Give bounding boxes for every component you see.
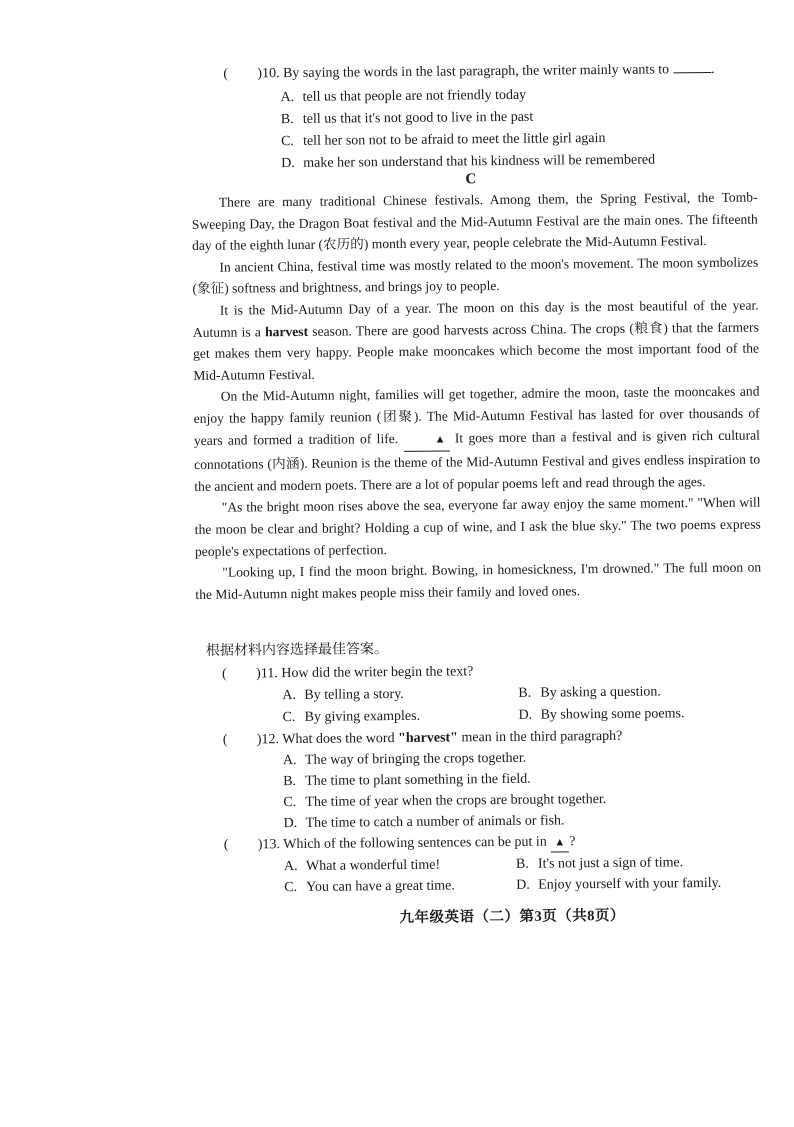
q10-option-d: [281, 152, 655, 174]
option-text: tell her son not to be afraid to meet the little girl again: [302, 130, 606, 149]
option-letter: D.: [283, 815, 298, 832]
option-text: By asking a question.: [540, 684, 661, 701]
option-text: The time of year when the crops are brought together.: [305, 792, 607, 810]
blank-triangle-marker: ▲: [403, 429, 449, 452]
q13-option-c: [284, 877, 455, 897]
option-text: It's not just a sign of time.: [537, 855, 684, 872]
answer-paren-close: ): [257, 837, 263, 853]
answer-paren-open: (: [222, 732, 228, 748]
answer-paren-close: ): [257, 66, 263, 82]
answer-paren-close: ): [256, 666, 261, 682]
q12-option-b: [283, 771, 531, 791]
q11-option-b: [518, 683, 661, 702]
option-letter: B.: [515, 856, 529, 872]
page-footer: 九年级英语（二）第3页（共8页）: [399, 907, 626, 926]
answer-paren-open: (: [222, 666, 227, 682]
option-letter: C.: [282, 709, 296, 726]
option-letter: C.: [283, 794, 297, 811]
passage-paragraph-2: In ancient China, festival time was mostly related to the moon's movement. The moon symbolizes (象征) softness and brightness, and brings joy to people.: [192, 254, 759, 297]
highlighted-word: "harvest": [397, 730, 459, 747]
answer-paren-close: ): [256, 732, 262, 748]
q12-option-d: [284, 812, 565, 833]
question-text: What does the word: [282, 731, 395, 748]
option-letter: A.: [283, 858, 298, 875]
option-text: The time to plant something in the field.: [305, 771, 531, 789]
paragraph-text: On the Mid-Autumn night, families will get together, admire the moon, taste the mooncakes and enjoy the happy family reunion (团聚). The Mid-Autumn Festival has lasted for over thousands of years and formed a tradition of life.: [193, 383, 760, 448]
q13-option-d: [516, 875, 721, 895]
q10-option-a: [281, 87, 527, 107]
paragraph-text: It is the Mid-Autumn Day of a year. The moon on this day is the most beautiful of the year. Autumn is a: [192, 297, 759, 340]
option-text: Enjoy yourself with your family.: [538, 875, 722, 893]
passage-paragraph-3: [193, 294, 760, 386]
option-text: By telling a story.: [304, 686, 404, 703]
answer-paren-open: (: [223, 837, 229, 853]
option-text: tell us that it's not good to live in the past: [302, 109, 534, 127]
option-letter: A.: [280, 89, 295, 106]
q10-option-c: [281, 130, 606, 151]
section-heading: C: [465, 171, 477, 188]
q12-option-a: [283, 750, 526, 770]
question-end: ?: [569, 834, 576, 850]
option-letter: B.: [518, 685, 532, 701]
option-letter: D.: [281, 155, 295, 172]
option-text: The time to catch a number of animals or fish.: [305, 813, 565, 831]
option-letter: C.: [284, 879, 298, 896]
paragraph-text: season. There are good harvests across China. The crops (粮食) that the farmers get makes them very happy. People make mooncakes which become the most important food of the Mid-Autumn Festival.: [193, 319, 760, 383]
question-10-stem: [223, 61, 714, 84]
question-12-stem: [223, 728, 623, 750]
question-text: Which of the following sentences can be put in: [283, 834, 547, 853]
question-13-stem: [224, 833, 576, 855]
option-text: By showing some poems.: [540, 706, 685, 723]
question-number: 11.: [260, 666, 278, 682]
question-text: mean in the third paragraph?: [461, 728, 623, 746]
answer-blank: [673, 72, 711, 73]
option-letter: C.: [280, 133, 294, 150]
option-text: By giving examples.: [304, 708, 421, 725]
option-text: What a wonderful time!: [305, 857, 441, 874]
option-letter: D.: [516, 877, 530, 893]
option-text: You can have a great time.: [306, 878, 455, 895]
answer-paren-open: (: [223, 66, 229, 82]
instruction-text: 根据材料内容选择最佳答案。: [205, 642, 388, 659]
q13-option-b: [516, 854, 683, 874]
question-text: By saying the words in the last paragraph, the writer mainly wants to: [282, 62, 670, 82]
q12-option-c: [283, 791, 606, 812]
question-text: How did the writer begin the text?: [281, 664, 474, 682]
q10-option-b: [281, 109, 534, 129]
q11-option-d: [518, 705, 684, 725]
question-number: 13.: [262, 837, 281, 853]
passage-paragraph-1: There are many traditional Chinese festivals. Among them, the Spring Festival, the Tomb-Sweeping Day, the Dragon Boat festival and the Mid-Autumn Festival are the main ones. The fifteenth day of the eighth lunar (农历的) month every year, people celebrate the Mid-Autumn Festival.: [191, 189, 758, 254]
option-letter: B.: [280, 111, 294, 128]
q11-option-c: [282, 708, 420, 727]
question-number: 10.: [261, 66, 280, 82]
question-11-stem: [222, 663, 473, 683]
option-text: make her son understand that his kindness will be remembered: [303, 152, 656, 171]
question-end: .: [711, 61, 715, 77]
option-letter: D.: [518, 707, 533, 723]
question-number: 12.: [261, 732, 280, 748]
q11-option-a: [282, 686, 404, 705]
highlighted-word: harvest: [264, 323, 309, 339]
passage-paragraph-5: "As the bright moon rises above the sea, everyone far away enjoy the same moment." "When will the moon be clear and bright? Holding a cup of wine, and I ask the blue sky." The two poems express people's expectations of perfection.: [194, 494, 761, 559]
q13-option-a: [284, 857, 440, 876]
reading-passage: [192, 187, 762, 606]
option-letter: A.: [282, 752, 297, 769]
option-letter: A.: [282, 687, 297, 704]
blank-triangle-marker: ▲: [550, 833, 569, 852]
option-text: tell us that people are not friendly today: [302, 87, 527, 105]
option-text: The way of bringing the crops together.: [304, 750, 527, 768]
passage-paragraph-4: [193, 381, 760, 497]
paragraph-text: It goes more than a festival and is given rich cultural connotations (内涵). Reunion is the theme of the Mid-Autumn Festival and gives endless inspiration to the ancient and modern poets. There are a lot of popular poems left and read through the ages.: [194, 427, 761, 494]
passage-paragraph-6: "Looking up, I find the moon bright. Bowing, in homesickness, I'm drowned." The full moon on the Mid-Autumn night makes people miss their family and loved ones.: [195, 559, 762, 602]
option-letter: B.: [283, 773, 297, 790]
